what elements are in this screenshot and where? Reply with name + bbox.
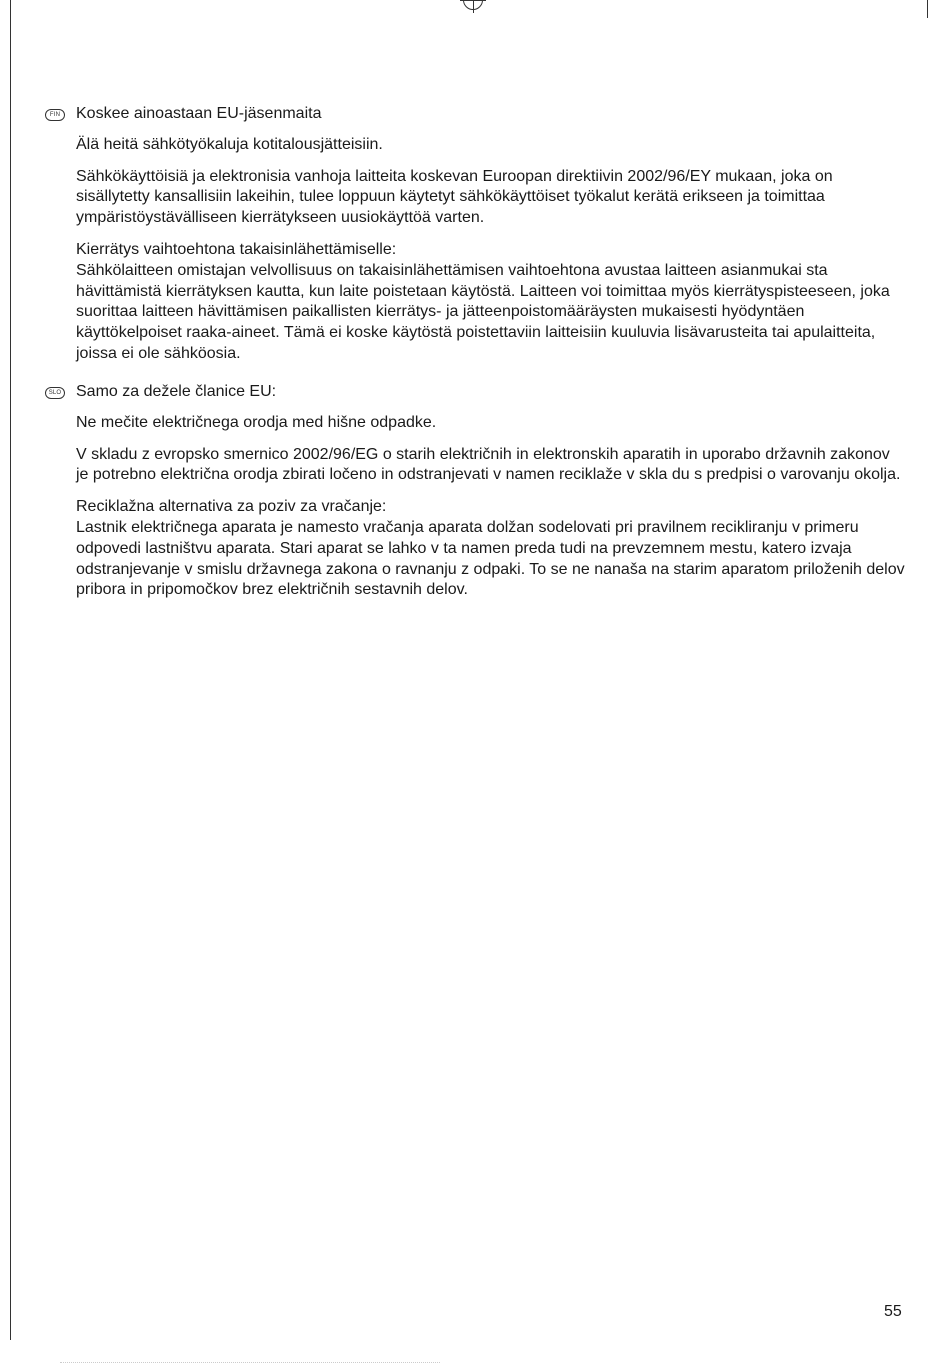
crop-mark-right <box>927 0 928 18</box>
recycling-paragraph: Lastnik električnega aparata je namesto vračanja aparata dolžan sodelovati pri pravilnem recikliranju v primeru odpovedi lastništvu aparata. Stari aparat se lahko v ta namen preda tudi na prevzemnem mestu, katero izvaja odstranjevanje v smislu državnega zakona o ravnanju z odpaki. To se ne nanaša na starim aparatom priloženih delov pribora in pripomočkov brez električnih sestavnih delov. <box>76 518 905 599</box>
section-slo <box>48 382 906 612</box>
recycling-subtitle: Kierrätys vaihtoehtona takaisinlähettämiselle: <box>76 240 397 258</box>
section-title: Samo za dežele članice EU: <box>76 383 277 400</box>
recycling-paragraph: Sähkölaitteen omistajan velvollisuus on takaisinlähettämisen vaihtoehtona avustaa laitteen asianmukai sta hävittämistä kierrätyksen kautta, kun laite poistetaan käytöstä. Laitteen voi toimittaa myös kierrätyspisteeseen, joka suorittaa laitteen hävittämisen paikallisten kierrätys- ja jätteenpoistomääräysten mukaisesti hyödyntäen käyttökelpoiset raaka-aineet. Tämä ei koske käytöstä poistettaviin laitteisiin kuuluvia lisävarusteita tai apulaitteita, joissa ei ole sähköosia. <box>76 261 890 362</box>
warning-line: Älä heitä sähkötyökaluja kotitalousjätteisiin. <box>76 135 383 153</box>
registration-mark-icon <box>463 0 483 10</box>
section-fin <box>49 104 906 376</box>
directive-paragraph: V skladu z evropsko smernico 2002/96/EG o starih električnih in elektronskih aparatih in uporabo državnih zakonov je potrebno električna orodja zbirati ločeno in odstranjevati v namen reciklaže v skla du s predpisi o varovanju okolja. <box>76 445 901 484</box>
directive-paragraph: Sähkökäyttöisiä ja elektronisia vanhoja laitteita koskevan Euroopan direktiivin 2002/96/EY mukaan, joka on sisällytetty kansallisiin lakeihin, tulee loppuun käytetyt sähkökäyttöiset työkalut kerätä erikseen ja toimittaa ympäristöystävälliseen kierrätykseen uusiokäyttöä varten. <box>76 167 833 227</box>
print-slug-bottom <box>60 1362 440 1364</box>
language-badge-fin: FIN <box>45 109 65 121</box>
crop-mark-left <box>10 0 11 1340</box>
recycling-subtitle: Reciklažna alternativa za poziv za vračanje: <box>76 498 387 516</box>
language-badge-slo: SLO <box>45 387 65 399</box>
section-title: Koskee ainoastaan EU-jäsenmaita <box>76 105 322 122</box>
warning-line: Ne mečite električnega orodja med hišne odpadke. <box>76 413 437 431</box>
page-number: 55 <box>884 1303 902 1320</box>
